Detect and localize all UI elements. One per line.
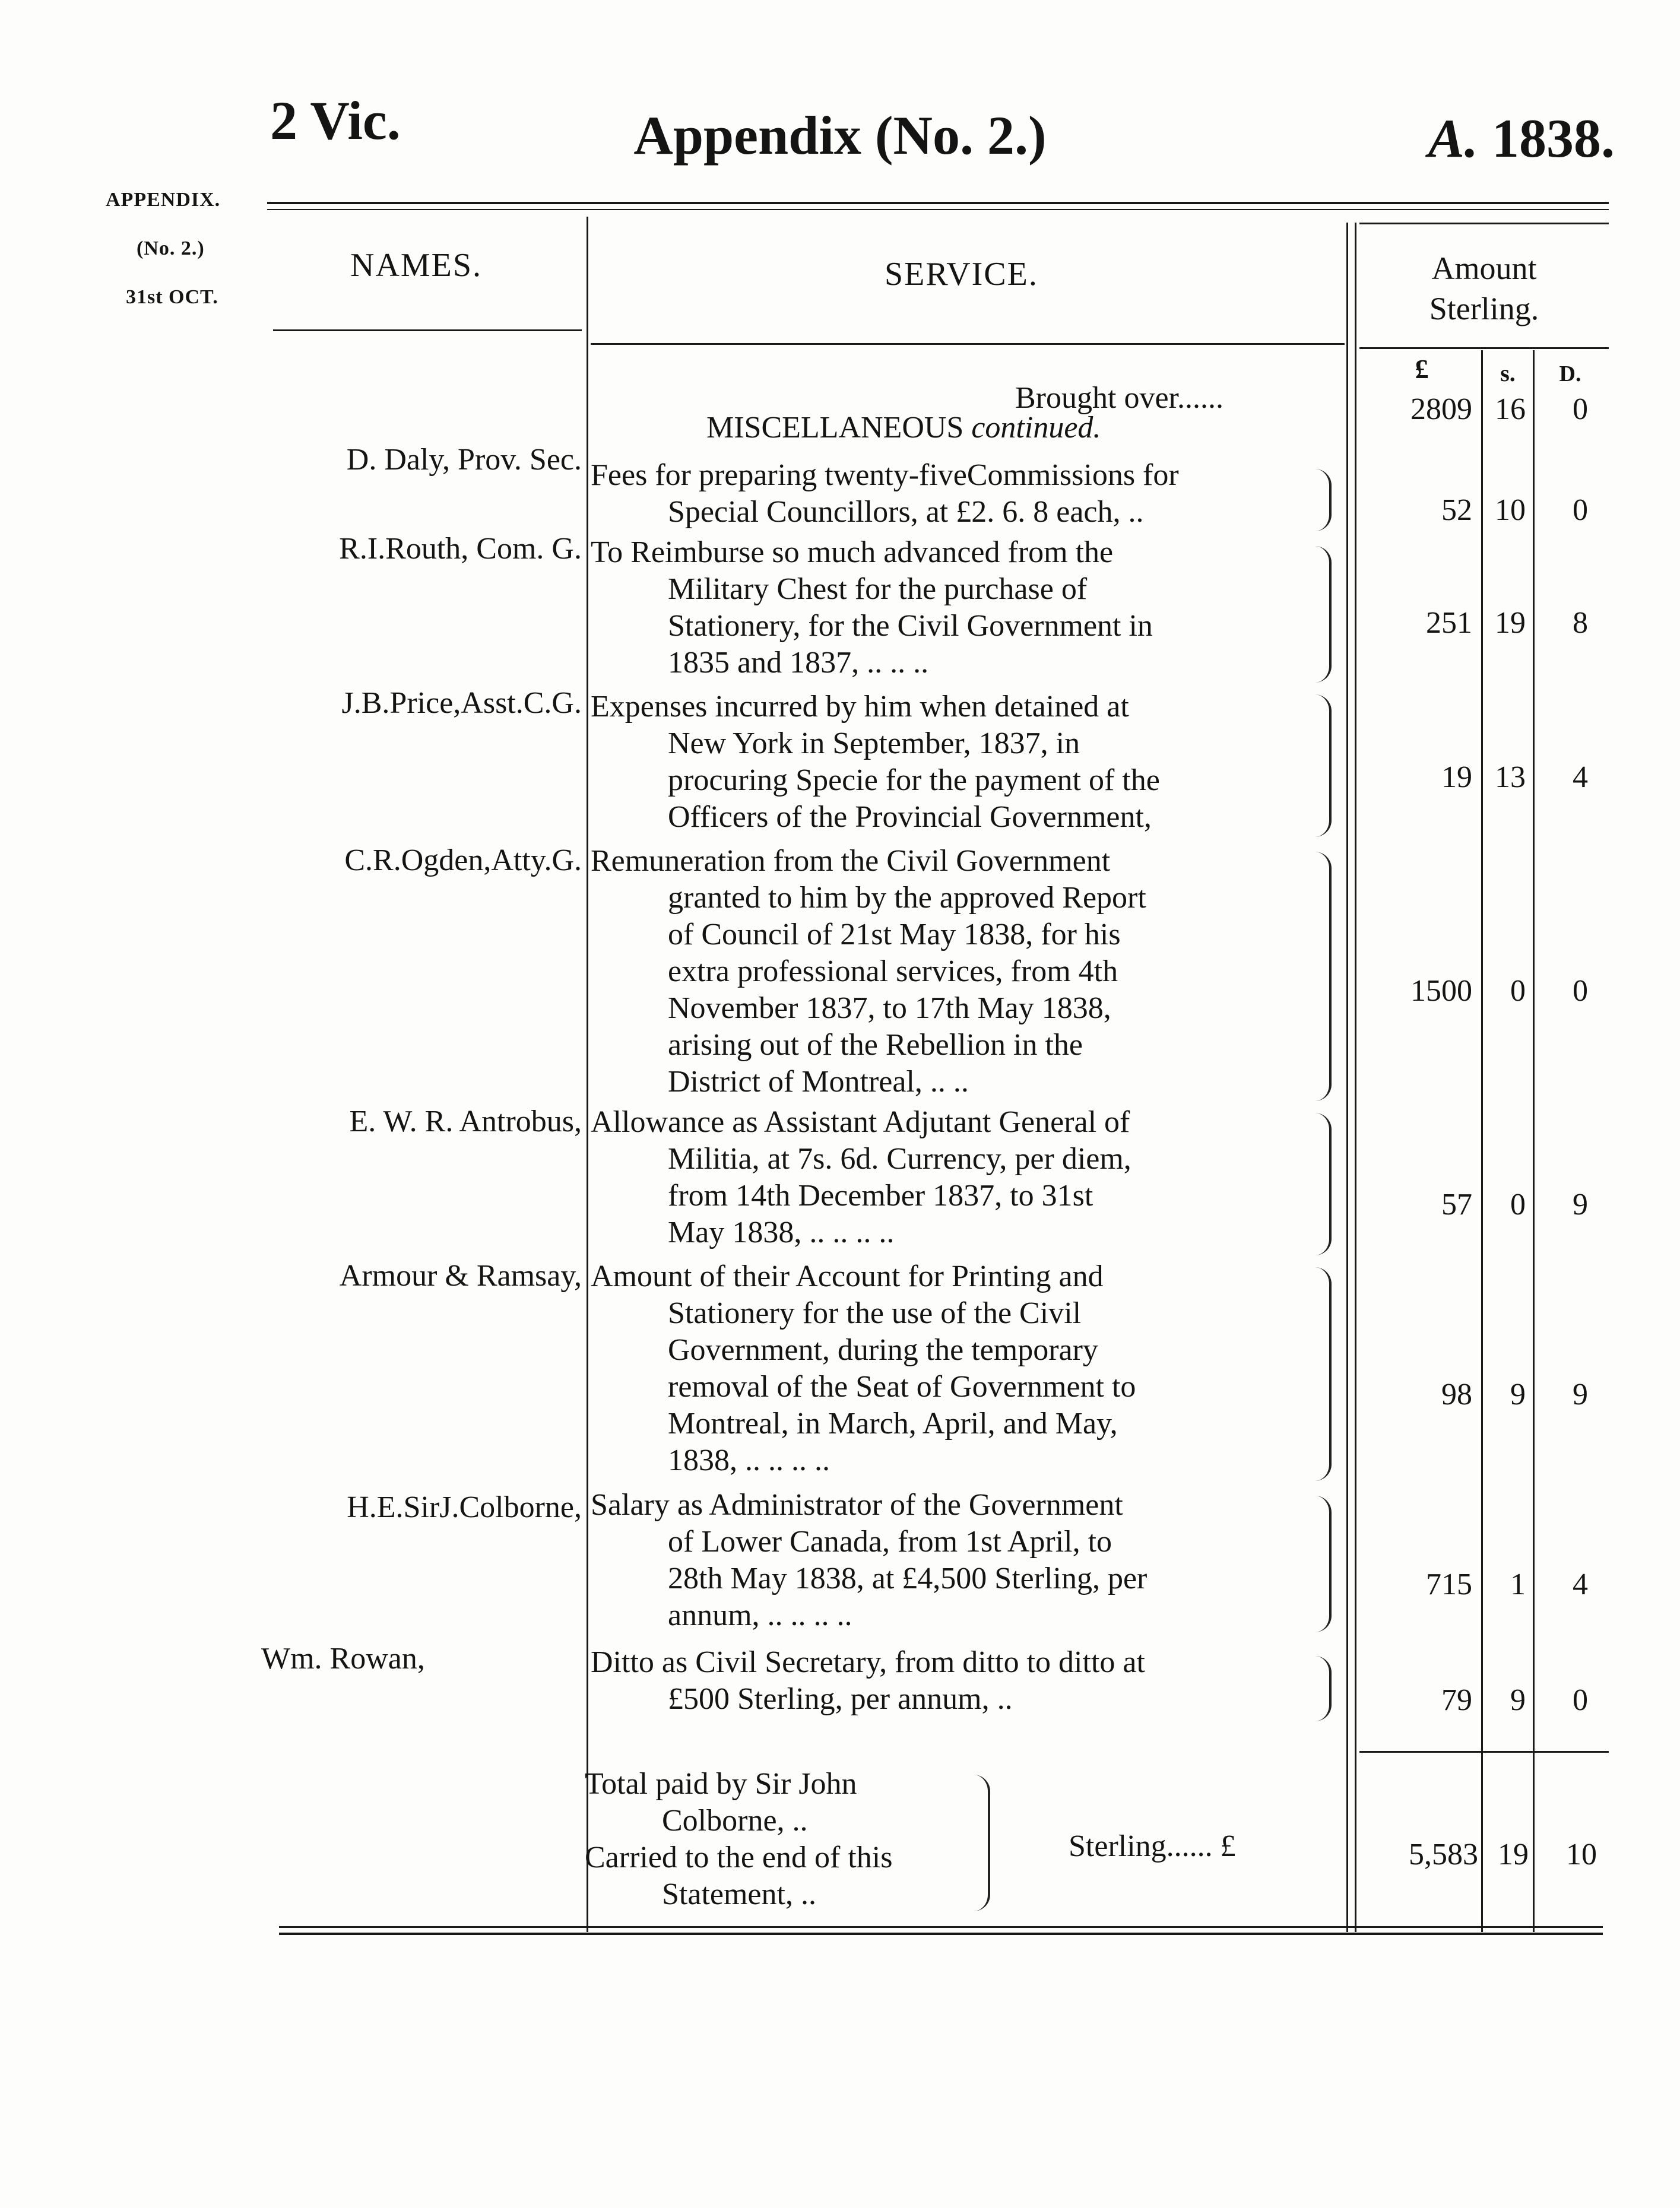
entry-service	[591, 457, 1312, 531]
entry-shillings: 9	[1510, 1378, 1526, 1411]
brace	[1315, 852, 1332, 1101]
pounds-shillings-divider	[1481, 350, 1483, 1932]
shillings-header: s.	[1500, 360, 1516, 386]
service-line: 1835 and 1837, .. .. ..	[668, 646, 929, 680]
entry-pence: 0	[1573, 493, 1588, 527]
top-rule-thin	[267, 209, 1609, 210]
service-line: District of Montreal, .. ..	[668, 1065, 969, 1099]
side-label-date: 31st OCT.	[126, 286, 218, 308]
service-line: Military Chest for the purchase of	[668, 572, 1088, 606]
service-line: New York in September, 1837, in	[668, 727, 1080, 760]
brace	[1315, 694, 1332, 837]
amount-header	[1365, 248, 1603, 329]
entry-service	[591, 1104, 1312, 1251]
amount-header-line1: Amount	[1431, 250, 1537, 286]
brace	[1315, 469, 1332, 531]
entry-name: E. W. R. Antrobus,	[349, 1105, 582, 1138]
service-line: Stationery for the use of the Civil	[668, 1296, 1082, 1330]
entry-pence: 0	[1573, 974, 1588, 1008]
side-label-appendix: APPENDIX.	[106, 189, 221, 211]
service-header-rule	[591, 343, 1345, 345]
service-line: Fees for preparing twenty-fiveCommissions for	[591, 458, 1179, 492]
running-head-left: 2 Vic.	[270, 90, 401, 151]
entry-pounds: 715	[1426, 1568, 1472, 1601]
service-line: Ditto as Civil Secretary, from ditto to ditto at	[591, 1645, 1145, 1679]
section-title	[706, 410, 1101, 446]
shillings-pence-divider	[1533, 350, 1535, 1932]
service-line: granted to him by the approved Report	[668, 881, 1146, 915]
service-line: of Council of 21st May 1838, for his	[668, 918, 1121, 951]
service-line: Allowance as Assistant Adjutant General of	[591, 1105, 1130, 1139]
entry-name: R.I.Routh, Com. G.	[339, 532, 582, 566]
entry-name: D. Daly, Prov. Sec.	[346, 443, 582, 477]
service-line: Salary as Administrator of the Government	[591, 1488, 1123, 1522]
service-line: of Lower Canada, from 1st April, to	[668, 1525, 1112, 1559]
amount-header-rule	[1359, 347, 1609, 349]
amount-header-line2: Sterling.	[1429, 291, 1539, 326]
service-line: Officers of the Provincial Government,	[668, 800, 1152, 834]
names-service-divider	[587, 217, 588, 1932]
entry-name: Armour & Ramsay,	[339, 1259, 582, 1293]
entry-shillings: 13	[1495, 760, 1526, 794]
entry-service	[591, 1258, 1312, 1479]
service-line: 28th May 1838, at £4,500 Sterling, per	[668, 1562, 1148, 1595]
entry-pence: 9	[1573, 1378, 1588, 1411]
bottom-rule-thick	[279, 1933, 1603, 1935]
entry-pence: 8	[1573, 606, 1588, 640]
year: 1838.	[1492, 108, 1615, 169]
entry-pounds: 19	[1441, 760, 1472, 794]
entry-pence: 4	[1573, 760, 1588, 794]
service-amount-divider-inner	[1355, 223, 1356, 1932]
service-amount-divider	[1346, 223, 1348, 1932]
pounds-header: £	[1415, 354, 1429, 384]
entry-shillings: 0	[1510, 974, 1526, 1008]
service-line: Remuneration from the Civil Government	[591, 844, 1111, 878]
entry-name: Wm. Rowan,	[261, 1642, 425, 1676]
service-line: To Reimburse so much advanced from the	[591, 535, 1114, 569]
service-line: annum, .. .. .. ..	[668, 1598, 852, 1632]
entry-pounds: 1500	[1410, 974, 1472, 1008]
brace	[1315, 546, 1332, 683]
brace	[1315, 1496, 1332, 1632]
session-letter: A.	[1428, 108, 1478, 169]
service-line: arising out of the Rebellion in the	[668, 1028, 1083, 1062]
brought-over-label: Brought over......	[1015, 381, 1223, 415]
entry-pence: 4	[1573, 1568, 1588, 1601]
total-description	[585, 1766, 892, 1913]
entry-shillings: 0	[1510, 1188, 1526, 1222]
brace	[1315, 1656, 1332, 1721]
amount-top-rule	[1359, 223, 1609, 224]
service-line: Militia, at 7s. 6d. Currency, per diem,	[668, 1142, 1131, 1176]
brought-over-pence: 0	[1573, 392, 1588, 426]
brought-over-shillings: 16	[1495, 392, 1526, 426]
running-head-title: Appendix (No. 2.)	[633, 105, 1047, 166]
service-line: Montreal, in March, April, and May,	[668, 1407, 1118, 1441]
service-line: Government, during the temporary	[668, 1333, 1098, 1367]
entry-pence: 0	[1573, 1683, 1588, 1717]
service-header: SERVICE.	[885, 256, 1038, 293]
total-brace	[974, 1775, 990, 1911]
service-line: Amount of their Account for Printing and	[591, 1260, 1104, 1293]
names-header: NAMES.	[350, 247, 483, 284]
entry-pounds: 251	[1426, 606, 1472, 640]
entry-service	[591, 689, 1312, 836]
top-rule	[267, 202, 1609, 204]
entry-service	[591, 843, 1312, 1100]
entry-pounds: 52	[1441, 493, 1472, 527]
names-header-rule	[273, 329, 582, 331]
bottom-rule	[279, 1926, 1603, 1928]
entry-name: J.B.Price,Asst.C.G.	[341, 686, 582, 720]
section-title-suffix: continued.	[971, 411, 1101, 445]
entry-pence: 9	[1573, 1188, 1588, 1222]
service-line: 1838, .. .. .. ..	[668, 1444, 830, 1477]
brace	[1315, 1267, 1332, 1481]
service-line: Special Councillors, at £2. 6. 8 each, ..	[668, 495, 1144, 529]
side-label-number: (No. 2.)	[137, 237, 205, 259]
total-pounds: 5,583	[1409, 1838, 1478, 1871]
total-pence: 10	[1566, 1838, 1597, 1871]
total-line: Total paid by Sir John	[585, 1767, 857, 1801]
entry-shillings: 9	[1510, 1683, 1526, 1717]
entry-shillings: 1	[1510, 1568, 1526, 1601]
entry-service	[591, 534, 1312, 681]
entry-name: C.R.Ogden,Atty.G.	[344, 843, 582, 877]
entry-pounds: 98	[1441, 1378, 1472, 1411]
service-line: from 14th December 1837, to 31st	[668, 1179, 1093, 1213]
total-line: Statement, ..	[662, 1877, 816, 1911]
section-title-text: MISCELLANEOUS	[706, 411, 964, 445]
brace	[1315, 1113, 1332, 1255]
running-head-right	[1428, 107, 1615, 170]
service-line: procuring Specie for the payment of the	[668, 763, 1160, 797]
service-line: Stationery, for the Civil Government in	[668, 609, 1153, 643]
service-line: May 1838, .. .. .. ..	[668, 1216, 895, 1249]
pence-header: D.	[1559, 361, 1581, 386]
entry-service	[591, 1644, 1312, 1718]
total-line: Carried to the end of this	[585, 1841, 893, 1874]
service-line: £500 Sterling, per annum, ..	[668, 1682, 1013, 1716]
service-line: extra professional services, from 4th	[668, 954, 1118, 988]
total-top-rule	[1359, 1751, 1609, 1753]
service-line: November 1837, to 17th May 1838,	[668, 991, 1111, 1025]
total-sterling-label: Sterling...... £	[1069, 1829, 1236, 1863]
brought-over-pounds: 2809	[1410, 392, 1472, 426]
service-line: Expenses incurred by him when detained at	[591, 690, 1129, 724]
service-line: removal of the Seat of Government to	[668, 1370, 1136, 1404]
entry-name: H.E.SirJ.Colborne,	[347, 1490, 582, 1524]
entry-shillings: 10	[1495, 493, 1526, 527]
entry-service	[591, 1487, 1312, 1634]
total-shillings: 19	[1498, 1838, 1529, 1871]
total-line: Colborne, ..	[662, 1804, 808, 1838]
entry-pounds: 79	[1441, 1683, 1472, 1717]
entry-pounds: 57	[1441, 1188, 1472, 1222]
entry-shillings: 19	[1495, 606, 1526, 640]
